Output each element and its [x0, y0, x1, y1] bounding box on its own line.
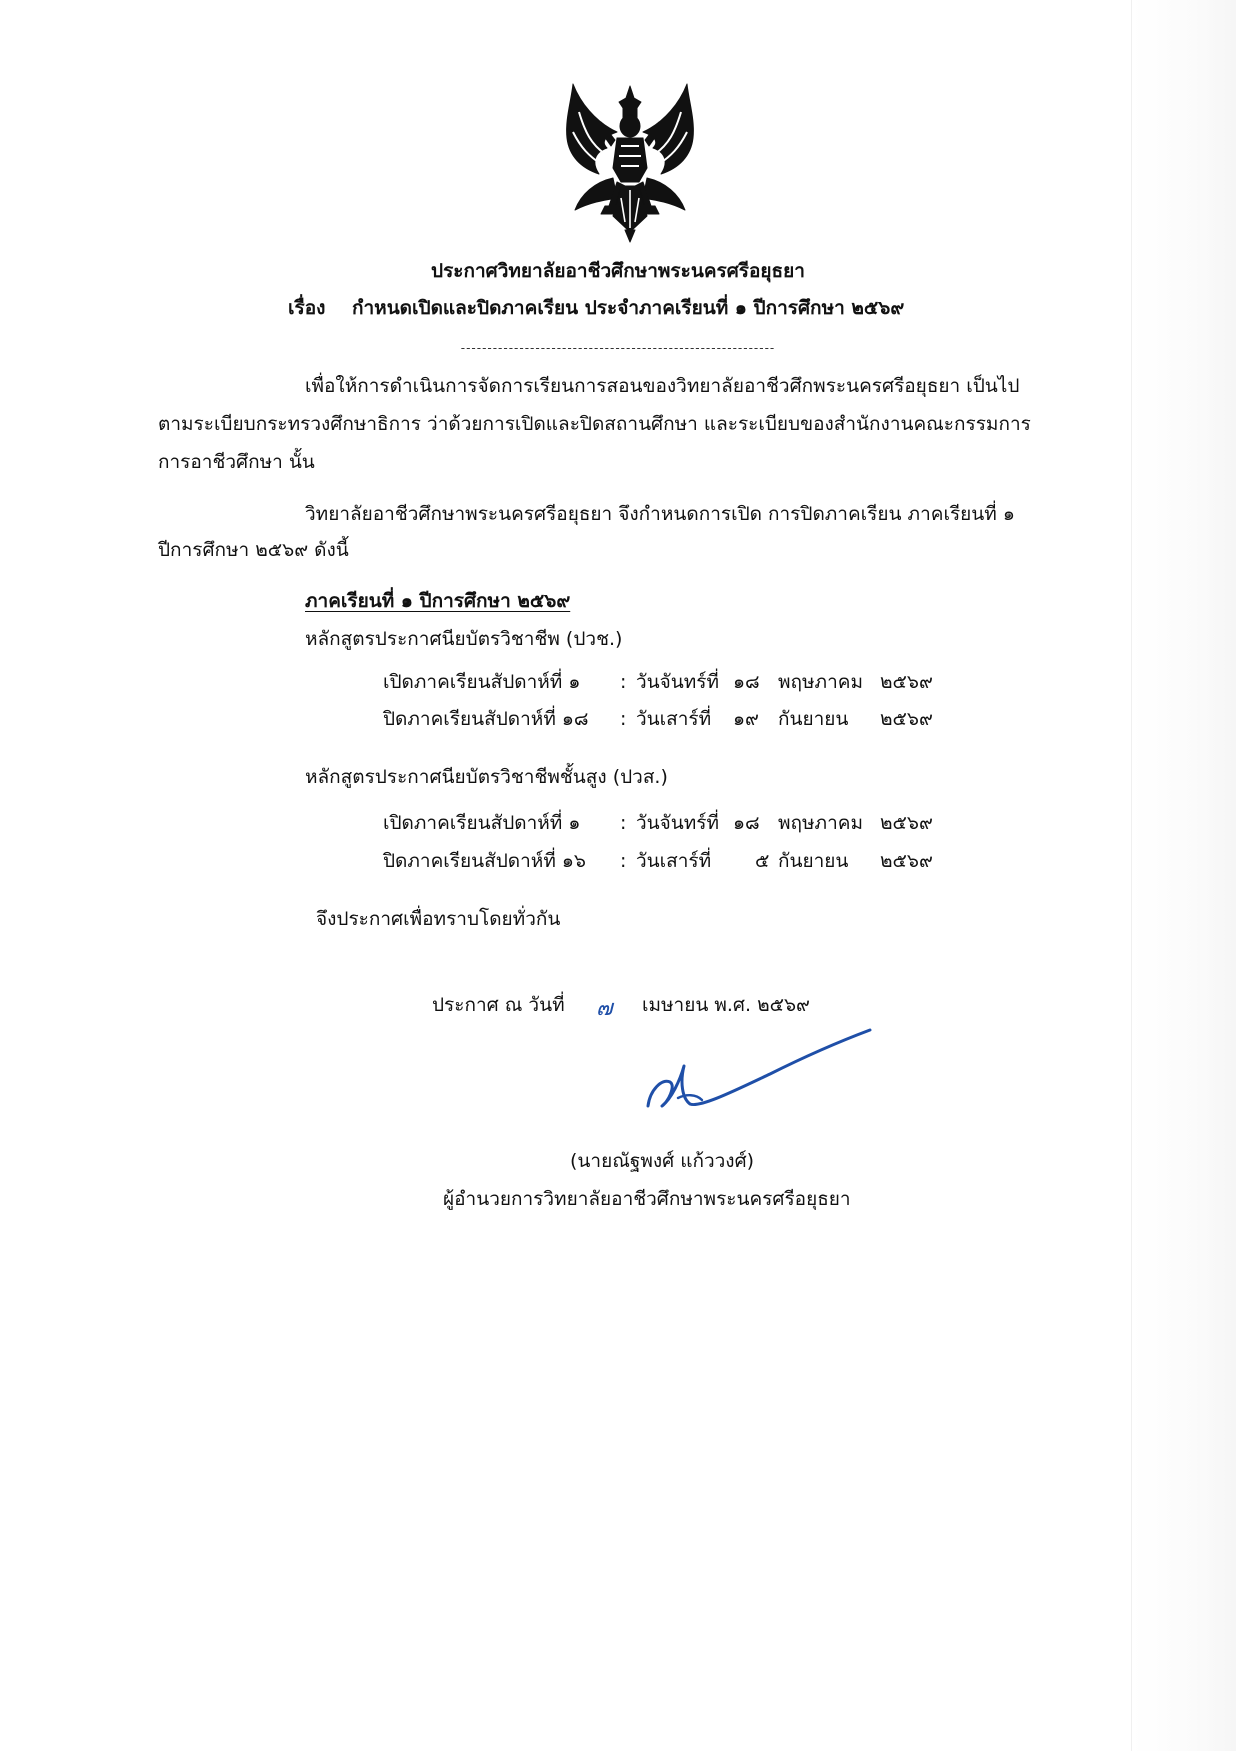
schedule-heading: ภาคเรียนที่ ๑ ปีการศึกษา ๒๕๖๙: [305, 590, 571, 612]
schedule-row-year: ๒๕๖๙: [880, 812, 933, 834]
schedule-row-year: ๒๕๖๙: [880, 850, 933, 872]
subject-label: เรื่อง: [288, 297, 326, 319]
garuda-emblem-icon: [555, 82, 705, 244]
signatory-name: (นายณัฐพงศ์ แก้ววงศ์): [570, 1150, 755, 1172]
schedule-row-label: เปิดภาคเรียนสัปดาห์ที่ ๑: [383, 671, 581, 693]
handwritten-signature: [640, 1020, 872, 1120]
schedule-row-day: วันเสาร์ที่: [636, 708, 712, 730]
paragraph-1-line-2: ตามระเบียบกระทรวงศึกษาธิการ ว่าด้วยการเปิดและปิดสถานศึกษา และระเบียบของสำนักงานคณะกรรมการ: [158, 413, 1031, 435]
closing-statement: จึงประกาศเพื่อทราบโดยทั่วกัน: [316, 908, 561, 930]
paragraph-1-line-3: การอาชีวศึกษา นั้น: [158, 451, 315, 473]
schedule-row-sep: :: [620, 671, 627, 693]
schedule-row-date: ๑๙: [733, 708, 759, 730]
schedule-row-label: ปิดภาคเรียนสัปดาห์ที่ ๑๖: [383, 850, 586, 872]
schedule-row-label: ปิดภาคเรียนสัปดาห์ที่ ๑๘: [383, 708, 589, 730]
schedule-row-month: พฤษภาคม: [778, 671, 863, 693]
schedule-row-day: วันจันทร์ที่: [636, 812, 720, 834]
announce-date-prefix: ประกาศ ณ วันที่: [432, 994, 565, 1016]
schedule-row-year: ๒๕๖๙: [880, 708, 933, 730]
document-title: ประกาศวิทยาลัยอาชีวศึกษาพระนครศรีอยุธยา: [431, 260, 805, 282]
schedule-row-day: วันจันทร์ที่: [636, 671, 720, 693]
program-name: หลักสูตรประกาศนียบัตรวิชาชีพชั้นสูง (ปวส.): [305, 766, 668, 788]
schedule-row-sep: :: [620, 850, 627, 872]
paragraph-2-line-1: วิทยาลัยอาชีวศึกษาพระนครศรีอยุธยา จึงกำหนดการเปิด การปิดภาคเรียน ภาคเรียนที่ ๑: [305, 503, 1015, 525]
handwritten-day: ๗: [596, 996, 613, 1021]
schedule-row-date: ๑๘: [733, 812, 760, 834]
schedule-row-sep: :: [620, 812, 627, 834]
schedule-row-date: ๑๘: [733, 671, 760, 693]
header-divider: -----------------------------------------------------------: [460, 341, 776, 355]
announce-date-suffix: เมษายน พ.ศ. ๒๕๖๙: [642, 994, 810, 1016]
schedule-row-day: วันเสาร์ที่: [636, 850, 712, 872]
schedule-row-year: ๒๕๖๙: [880, 671, 933, 693]
paragraph-2-line-2: ปีการศึกษา ๒๕๖๙ ดังนี้: [158, 539, 349, 561]
schedule-row-sep: :: [620, 708, 627, 730]
program-name: หลักสูตรประกาศนียบัตรวิชาชีพ (ปวช.): [305, 628, 623, 650]
schedule-row-month: กันยายน: [778, 850, 849, 872]
schedule-row-month: กันยายน: [778, 708, 849, 730]
subject-text: กำหนดเปิดและปิดภาคเรียน ประจำภาคเรียนที่ ๑ ปีการศึกษา ๒๕๖๙: [352, 297, 905, 319]
schedule-row-month: พฤษภาคม: [778, 812, 863, 834]
schedule-row-date: ๕: [755, 850, 770, 872]
schedule-row-label: เปิดภาคเรียนสัปดาห์ที่ ๑: [383, 812, 581, 834]
paragraph-1-line-1: เพื่อให้การดำเนินการจัดการเรียนการสอนของวิทยาลัยอาชีวศึกพระนครศรีอยุธยา เป็นไป: [305, 375, 1020, 397]
signatory-position: ผู้อำนวยการวิทยาลัยอาชีวศึกษาพระนครศรีอยุธยา: [443, 1188, 851, 1210]
